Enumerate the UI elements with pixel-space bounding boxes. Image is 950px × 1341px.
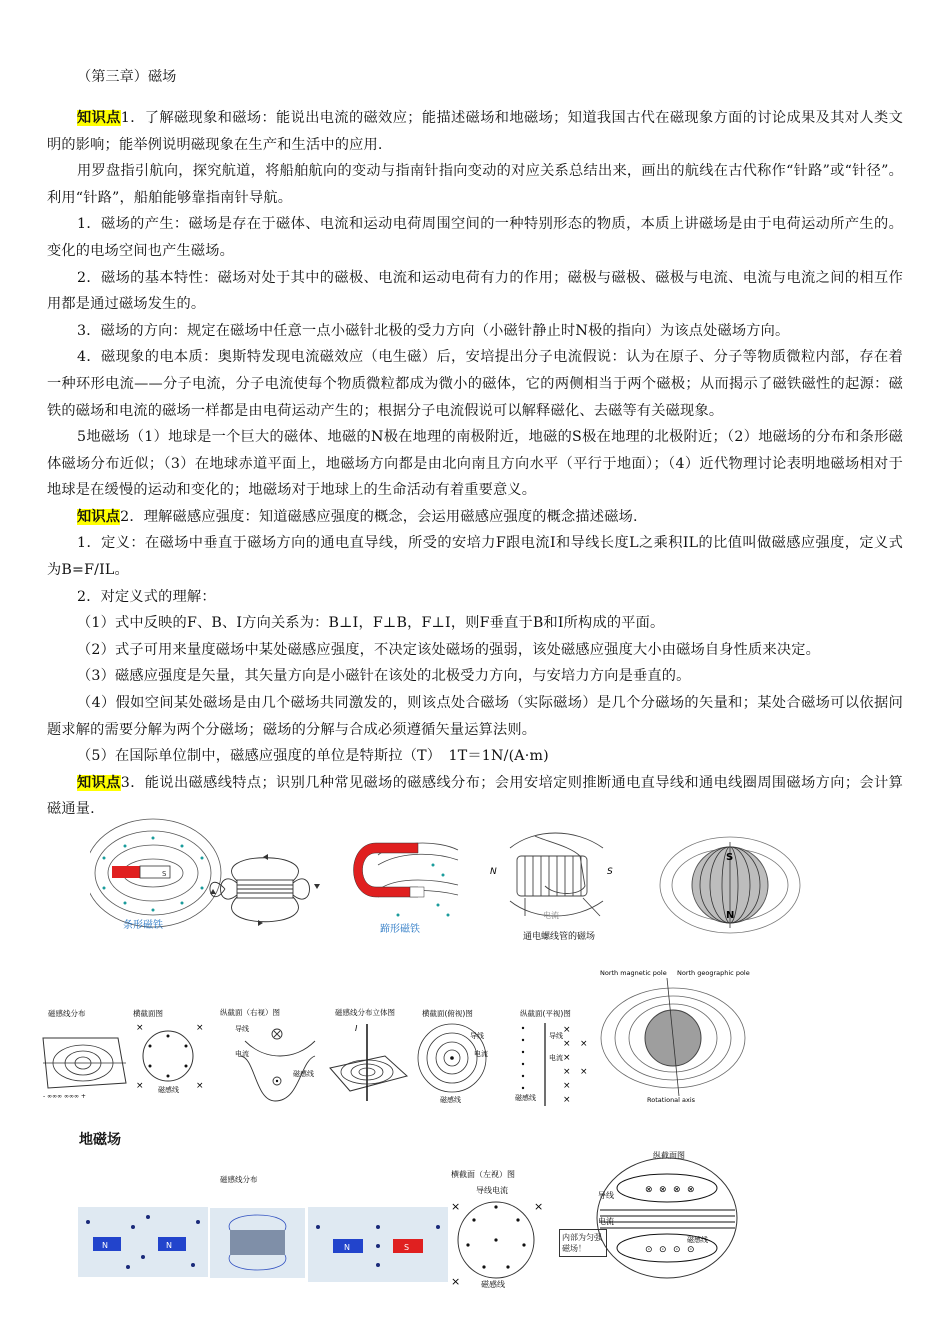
magnet-n-label: N <box>102 1241 108 1250</box>
solenoid-n-label: N <box>490 867 497 877</box>
wire-label-2: 导线 <box>470 1032 484 1040</box>
earth-n-label: N <box>726 910 735 921</box>
svg-text:×: × <box>563 1053 571 1063</box>
cross-left-title: 横截面（左视）图 <box>451 1170 515 1179</box>
svg-text:×: × <box>563 1081 571 1091</box>
two-magnets-figure <box>78 1207 208 1277</box>
n-s-magnets-figure <box>308 1207 448 1282</box>
item-field-direction: 3．磁场的方向：规定在磁场中任意一点小磁针北极的受力方向（小磁针静止时N极的指向）为该点处磁场方向。 <box>77 322 790 339</box>
svg-text:⊗: ⊗ <box>687 1185 695 1195</box>
row3-field-line-label-2: 磁感线 <box>687 1236 708 1244</box>
svg-text:×: × <box>196 1023 204 1033</box>
row3-n-label: N <box>344 1243 350 1252</box>
svg-text:⊙: ⊙ <box>645 1245 653 1255</box>
solenoid-s-label: S <box>607 867 613 877</box>
svg-text:⊙: ⊙ <box>687 1245 695 1255</box>
earth-field-label: 地磁场 <box>79 1132 121 1148</box>
row3-current-label: 电流 <box>598 1217 614 1226</box>
svg-text:⊙: ⊙ <box>659 1245 667 1255</box>
kp-tag: 知识点 <box>77 508 121 525</box>
long-section-coil-figure <box>595 1148 745 1283</box>
paragraph-compass: 用罗盘指引航向，探究航道，将船舶航向的变动与指南针指向变动的对应关系总结出来，画出的航线在古代称作“针路”或“针径”。利用“针路”，船舶能够靠指南针导航。 <box>47 163 903 206</box>
bar-magnet-caption: 条形磁铁 <box>123 920 163 931</box>
horseshoe-magnet-figure <box>338 835 463 935</box>
field-line-label: 磁感线 <box>158 1086 179 1093</box>
item-field-origin: 1．磁场的产生：磁场是存在于磁体、电流和运动电荷周围空间的一种特别形态的物质，本质上讲磁场是由于电荷运动所产生的。变化的电场空间也产生磁场。 <box>47 216 903 259</box>
svg-text:×: × <box>136 1023 144 1033</box>
svg-text:×: × <box>136 1081 144 1091</box>
svg-text:⊗: ⊗ <box>673 1185 681 1195</box>
svg-text:×: × <box>451 1200 461 1213</box>
earth-s-label: S <box>726 852 734 863</box>
svg-text:- ∞∞∞ ∞∞∞ +: - ∞∞∞ ∞∞∞ + <box>43 1093 86 1100</box>
cross-section-figure <box>128 1008 213 1093</box>
left-cross-figure <box>446 1165 561 1290</box>
earth-3d-figure <box>595 966 750 1106</box>
row3-dist-title: 磁感线分布 <box>220 1175 258 1184</box>
item-understanding: 2．对定义式的理解： <box>77 588 216 605</box>
cross-title: 横截面图 <box>133 1009 163 1018</box>
long-flat-title: 纵截面(平视)图 <box>520 1009 571 1018</box>
north-geographic-label: North geographic pole <box>677 969 750 977</box>
solid-view-figure <box>325 1006 410 1106</box>
solenoid-current-label: 电流 <box>543 911 559 920</box>
svg-text:⊙: ⊙ <box>673 1245 681 1255</box>
current-label-2: 电流 <box>474 1050 488 1058</box>
kp-tag: 知识点 <box>77 109 121 126</box>
horseshoe-caption: 蹄形磁铁 <box>380 924 420 935</box>
inner-uniform-note: 内部为匀强磁场！ <box>559 1229 607 1257</box>
kp-tag: 知识点 <box>77 774 121 791</box>
item-sub-3: （3）磁感应强度是矢量，其矢量方向是小磁针在该处的北极受力方向，与安培力方向是垂直的。 <box>77 668 691 685</box>
svg-text:×: × <box>196 1081 204 1091</box>
solenoid-hand-figure <box>485 826 620 944</box>
rotational-axis-label: Rotational axis <box>647 1096 696 1104</box>
row3-wire-label: 导线 <box>598 1191 614 1200</box>
item-sub-5: （5）在国际单位制中，磁感应强度的单位是特斯拉（T） 1T＝1N/(A·m) <box>77 748 549 765</box>
item-electric-essence: 4．磁现象的电本质：奥斯特发现电流磁效应（电生磁）后，安培提出分子电流假说：认为在原子、分子等物质微粒内部，存在着一种环形电流——分子电流，分子电流使每个物质微粒都成为微小的磁体，它的两侧相当于两个磁极；从而揭示了磁铁磁性的起源：磁铁的磁场和电流的磁场一样都是由电荷运动产生的；根据分子电流假说可以解释磁化、去磁等有关磁现象。 <box>47 349 903 419</box>
current-label: 电流 <box>235 1050 249 1058</box>
chapter-title: （第三章）磁场 <box>77 69 177 86</box>
field-line-label-2: 磁感线 <box>293 1070 314 1078</box>
flat-view-figure <box>505 1008 595 1108</box>
magnet-n-label-2: N <box>166 1241 172 1250</box>
dist-title: 磁感线分布 <box>48 1009 86 1018</box>
row3-s-label: S <box>404 1243 410 1252</box>
solenoid-dist-figure <box>210 1170 305 1280</box>
item-sub-1: （1）式中反映的F、B、I方向关系为：B⊥I，F⊥B，F⊥I，则F垂直于B和I所构成的平面。 <box>77 615 665 632</box>
svg-text:×: × <box>580 1039 588 1049</box>
current-label-3: 电流 <box>549 1054 563 1062</box>
svg-text:×: × <box>563 1025 571 1035</box>
svg-text:×: × <box>534 1200 544 1213</box>
svg-text:×: × <box>580 1067 588 1077</box>
item-definition: 1．定义：在磁场中垂直于磁场方向的通电直导线，所受的安培力F跟电流I和导线长度L之乘积IL的比值叫做磁感应强度，定义式为B=F/IL。 <box>47 535 903 579</box>
svg-text:⊗: ⊗ <box>659 1185 667 1195</box>
wire-current-label: 导线电流 <box>476 1186 508 1195</box>
solenoid-lines-figure <box>205 845 330 935</box>
solid-title: 磁感线分布立体图 <box>335 1008 395 1017</box>
solenoid-caption: 通电螺线管的磁场 <box>523 932 596 942</box>
north-magnetic-label: North magnetic pole <box>600 969 667 977</box>
knowledge-point-1: 知识点1．了解磁现象和磁场：能说出电流的磁效应；能描述磁场和地磁场；知道我国古代在磁现象方面的讨论成果及其对人类文明的影响；能举例说明磁现象在生产和生活中的应用. <box>47 109 903 153</box>
svg-text:⊗: ⊗ <box>645 1185 653 1195</box>
top-view-figure <box>412 1008 497 1103</box>
item-earth-field: 5地磁场（1）地球是一个巨大的磁体、地磁的N极在地理的南极附近，地磁的S极在地理的北极附近；（2）地磁场的分布和条形磁体磁场分布近似；（3）在地球赤道平面上，地磁场方向都是由北向南且方向水平（平行于地面）；（4）近代物理讨论表明地磁场相对于地球是在缓慢的运动和变化的；地磁场对于地球上的生命活动有着重要意义。 <box>47 429 903 499</box>
long-title: 纵截面（右视）图 <box>220 1008 280 1017</box>
cross-top-title: 横截面(俯视)图 <box>422 1009 473 1018</box>
current-symbol: I <box>355 1024 358 1033</box>
svg-text:×: × <box>451 1275 461 1288</box>
item-sub-2: （2）式子可用来量度磁场中某处磁感应强度，不决定该处磁场的强弱，该处磁感应强度大小由磁场自身性质来决定。 <box>77 641 820 658</box>
field-line-label-4: 磁感线 <box>515 1094 536 1102</box>
row3-field-line-label: 磁感线 <box>481 1280 505 1289</box>
knowledge-point-2: 知识点2．理解磁感应强度：知道磁感应强度的概念，会运用磁感应强度的概念描述磁场. <box>77 508 638 525</box>
bar-s-label: S <box>162 870 167 878</box>
document-body <box>47 50 903 823</box>
knowledge-point-3: 知识点3．能说出磁感线特点；识别几种常见磁场的磁感线分布；会用安培定则推断通电直导线和通电线圈周围磁场方向；会计算磁通量. <box>47 774 903 818</box>
wire-label: 导线 <box>235 1025 249 1033</box>
earth-dist-figure <box>38 1008 128 1100</box>
item-sub-4: （4）假如空间某处磁场是由几个磁场共同激发的，则该点处合磁场（实际磁场）是几个分磁场的矢量和；某处合磁场可以依据问题求解的需要分解为两个分磁场；磁场的分解与合成必须遵循矢量运算法则。 <box>47 695 903 738</box>
item-field-property: 2．磁场的基本特性：磁场对处于其中的磁极、电流和运动电荷有力的作用；磁极与磁极、磁极与电流、电流与电流之间的相互作用都是通过磁场发生的。 <box>47 269 903 313</box>
field-line-label-3: 磁感线 <box>440 1096 461 1103</box>
svg-text:×: × <box>563 1095 571 1105</box>
svg-text:×: × <box>563 1039 571 1049</box>
long-section-figure <box>215 1006 325 1111</box>
svg-text:×: × <box>563 1067 571 1077</box>
earth-field-figure <box>655 830 805 942</box>
row3-long-title: 纵截面图 <box>653 1151 685 1160</box>
wire-label-3: 导线 <box>549 1032 563 1040</box>
